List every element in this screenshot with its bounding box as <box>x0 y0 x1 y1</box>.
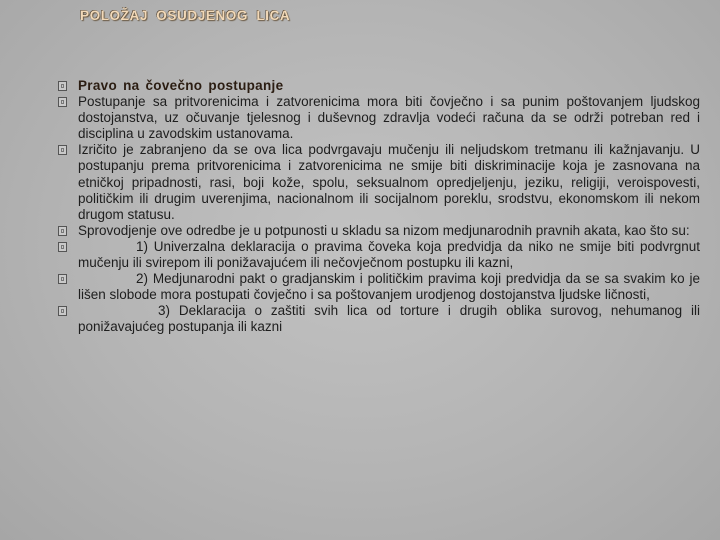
list-item-text: 1) Univerzalna deklaracija o pravima čoveka koja predvidja da niko ne smije biti podvrgnut mučenju ili svirepom ili ponižavajućem ili nečovječnom postupku ili kazni, <box>78 238 700 271</box>
list-item <box>58 239 700 271</box>
list-item <box>58 94 700 142</box>
square-bullet-icon <box>58 242 67 252</box>
square-bullet-icon <box>58 81 67 91</box>
list-item-text: Izričito je zabranjeno da se ova lica podvrgavaju mučenju ili neljudskom tretmanu ili kažnjavanju. U postupanju prema pritvorenicima i zatvorenicima ne smije biti diskriminacije koja je zasnovana na etničkoj pripadnosti, rasi, boji kože, spolu, seksualnom opredjeljenju, jeziku, religiji, veroispovesti, političkim ili drugim uverenjima, nacionalnom ili socijalnom poreklu, srodstvu, ekonomskom ili nekom drugom statusu. <box>78 142 700 222</box>
list-item <box>58 142 700 222</box>
list-item-text: Sprovodjenje ove odredbe je u potpunosti u skladu sa nizom medjunarodnih pravnih akata, kao što su: <box>78 222 690 238</box>
square-bullet-icon <box>58 306 67 316</box>
list-item <box>58 271 700 303</box>
list-item-text: 3) Deklaracija o zaštiti svih lica od torture i drugih oblika surovog, nehumanog ili ponižavajućeg postupanja ili kazni <box>78 303 700 335</box>
bullet-list <box>58 78 700 336</box>
list-item-text: Pravo na čovečno postupanje <box>78 78 284 93</box>
list-item <box>58 78 700 94</box>
square-bullet-icon <box>58 274 67 284</box>
square-bullet-icon <box>58 226 67 236</box>
square-bullet-icon <box>58 145 67 155</box>
square-bullet-icon <box>58 97 67 107</box>
list-item <box>58 303 700 335</box>
list-item <box>58 223 700 239</box>
list-item-text: 2) Medjunarodni pakt o gradjanskim i političkim pravima koji predvidja da se sa svakim ko je lišen slobode mora postupati čovječno i sa poštovanjem urodjenog dostojanstva ljudske ličnosti, <box>78 271 700 303</box>
slide-title: POLOŽAJ OSUDJENOG LICA <box>80 8 291 23</box>
list-item-text: Postupanje sa pritvorenicima i zatvorenicima mora biti čovječno i sa punim poštovanjem ljudskog dostojanstva, uz očuvanje tjelesnog i duševnog zdravlja vodeći računa da se održi potreban red i disciplina u zavodskim ustanovama. <box>78 94 700 142</box>
